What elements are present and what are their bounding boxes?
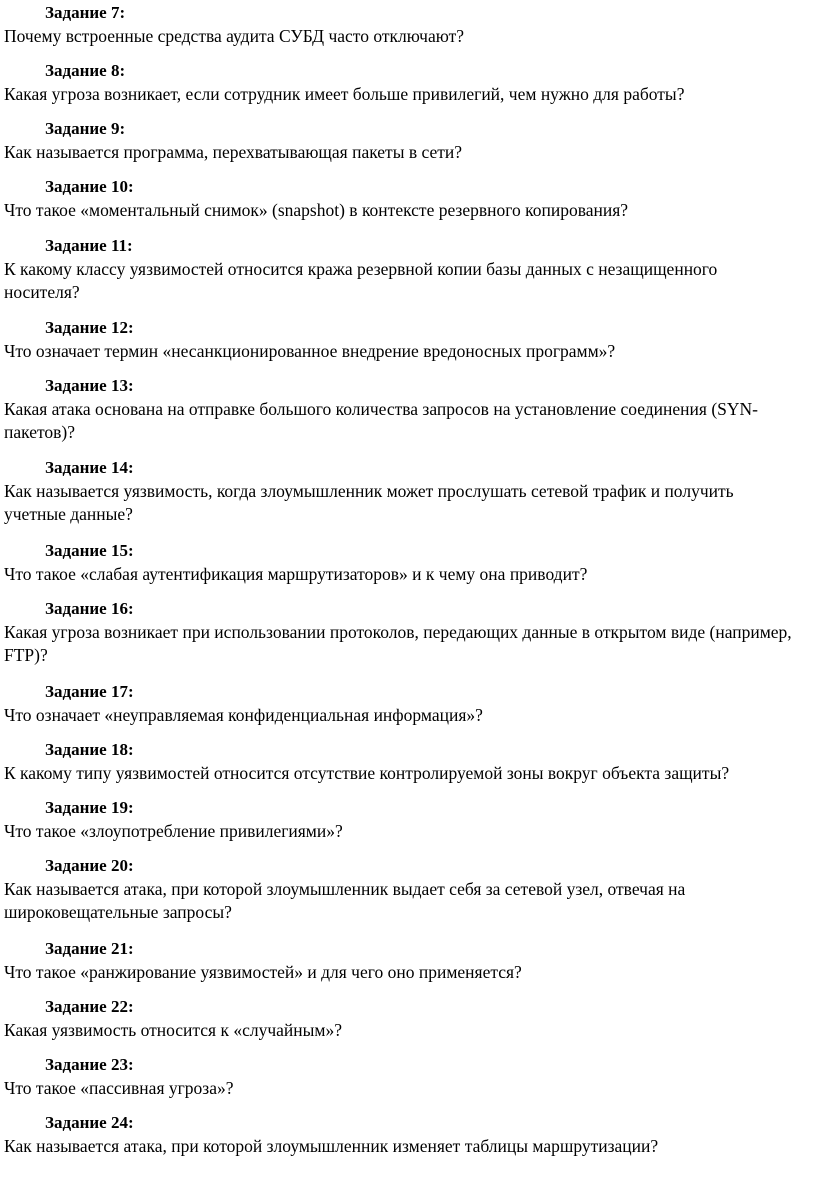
task-16 xyxy=(0,599,800,666)
task-8 xyxy=(0,61,800,106)
task-title: Задание 9: xyxy=(45,119,126,138)
task-question: Что означает термин «несанкционированное внедрение вредоносных программ»? xyxy=(4,341,616,361)
task-19 xyxy=(0,798,800,843)
task-20 xyxy=(0,856,800,923)
task-title: Задание 13: xyxy=(45,376,134,395)
task-question: К какому классу уязвимостей относится кража резервной копии базы данных с незащищенного носителя? xyxy=(4,259,718,302)
task-24 xyxy=(0,1113,800,1158)
task-12 xyxy=(0,318,800,363)
task-title: Задание 24: xyxy=(45,1113,134,1132)
task-title: Задание 22: xyxy=(45,997,134,1016)
task-question: Что такое «слабая аутентификация маршрутизаторов» и к чему она приводит? xyxy=(4,564,588,584)
task-question: Как называется уязвимость, когда злоумышленник может прослушать сетевой трафик и получить учетные данные? xyxy=(4,481,734,524)
task-title: Задание 12: xyxy=(45,318,134,337)
task-10 xyxy=(0,177,800,222)
task-title: Задание 14: xyxy=(45,458,134,477)
task-question: Что такое «злоупотребление привилегиями»? xyxy=(4,821,343,841)
task-question: Почему встроенные средства аудита СУБД часто отключают? xyxy=(4,26,464,46)
task-9 xyxy=(0,119,800,164)
task-title: Задание 20: xyxy=(45,856,134,875)
task-question: К какому типу уязвимостей относится отсутствие контролируемой зоны вокруг объекта защиты? xyxy=(4,763,730,783)
task-title: Задание 19: xyxy=(45,798,134,817)
task-13 xyxy=(0,376,800,443)
task-title: Задание 8: xyxy=(45,61,126,80)
task-title: Задание 18: xyxy=(45,740,134,759)
task-question: Какая угроза возникает при использовании протоколов, передающих данные в открытом виде (например, FTP)? xyxy=(4,622,792,665)
task-question: Что такое «ранжирование уязвимостей» и для чего оно применяется? xyxy=(4,962,522,982)
task-14 xyxy=(0,458,800,525)
task-22 xyxy=(0,997,800,1042)
task-question: Что такое «моментальный снимок» (snapshot) в контексте резервного копирования? xyxy=(4,200,629,220)
task-23 xyxy=(0,1055,800,1100)
task-title: Задание 17: xyxy=(45,682,134,701)
task-question: Как называется программа, перехватывающая пакеты в сети? xyxy=(4,142,462,162)
task-title: Задание 11: xyxy=(45,236,133,255)
task-title: Задание 15: xyxy=(45,541,134,560)
task-18 xyxy=(0,740,800,785)
task-question: Какая угроза возникает, если сотрудник имеет больше привилегий, чем нужно для работы? xyxy=(4,84,685,104)
task-question: Какая атака основана на отправке большого количества запросов на установление соединения (SYN-пакетов)? xyxy=(4,399,758,442)
task-11 xyxy=(0,236,800,303)
task-question: Как называется атака, при которой злоумышленник изменяет таблицы маршрутизации? xyxy=(4,1136,659,1156)
task-title: Задание 23: xyxy=(45,1055,134,1074)
task-question: Как называется атака, при которой злоумышленник выдает себя за сетевой узел, отвечая на широковещательные запросы? xyxy=(4,879,686,922)
task-21 xyxy=(0,939,800,984)
task-title: Задание 7: xyxy=(45,3,126,22)
task-7 xyxy=(0,3,800,48)
task-title: Задание 16: xyxy=(45,599,134,618)
task-question: Что означает «неуправляемая конфиденциальная информация»? xyxy=(4,705,483,725)
task-15 xyxy=(0,541,800,586)
task-17 xyxy=(0,682,800,727)
task-title: Задание 10: xyxy=(45,177,134,196)
task-title: Задание 21: xyxy=(45,939,134,958)
task-question: Какая уязвимость относится к «случайным»? xyxy=(4,1020,343,1040)
task-question: Что такое «пассивная угроза»? xyxy=(4,1078,234,1098)
